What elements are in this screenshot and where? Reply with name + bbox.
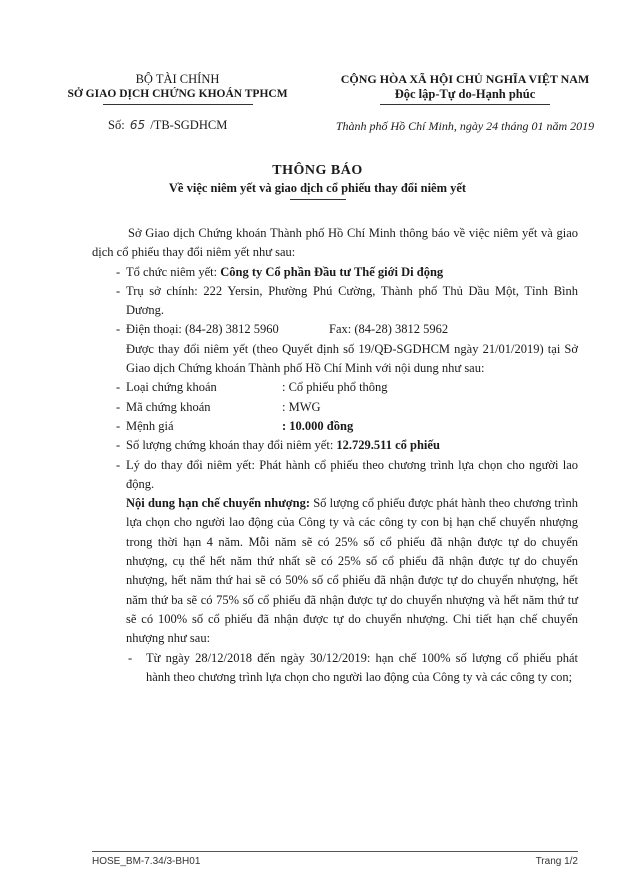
contact-item: - Điện thoại: (84-28) 3812 5960 Fax: (84-28) 3812 5962 <box>116 322 449 337</box>
document-body <box>92 224 578 687</box>
page-number: Trang 1/2 <box>535 856 578 867</box>
doc-number-suffix: /TB-SGDHCM <box>150 118 228 132</box>
restriction-heading: Nội dung hạn chế chuyển nhượng: <box>126 496 310 511</box>
listed-org-value: Công ty Cổ phần Đầu tư Thế giới Di động <box>220 264 444 279</box>
exchange-name: SỞ GIAO DỊCH CHỨNG KHOÁN TPHCM <box>67 88 288 100</box>
issuer-underline <box>103 104 253 105</box>
change-paragraph: Được thay đổi niêm yết (theo Quyết định số 19/QĐ-SGDHCM ngày 21/01/2019) tại Sở Giao dịch Chứng khoán Thành phố Hồ Chí Minh với nội dung như sau: <box>126 341 578 376</box>
quantity-label: Số lượng chứng khoán thay đổi niêm yết: <box>126 438 334 453</box>
document-subtitle: Về việc niêm yết và giao dịch cổ phiếu thay đổi niêm yết <box>168 181 467 195</box>
footer-divider <box>92 851 578 852</box>
fax-text: Fax: (84-28) 3812 5962 <box>329 322 449 337</box>
period-item: - Từ ngày 28/12/2018 đến ngày 30/12/2019: hạn chế 100% số lượng cổ phiếu phát hành theo chương trình lựa chọn cho người lao động của Công ty và các công ty con; <box>128 650 578 684</box>
address-text: Trụ sở chính: 222 Yersin, Phường Phú Cường, Thành phố Thủ Dầu Một, Tỉnh Bình Dương. <box>126 283 578 318</box>
period-text: Từ ngày 28/12/2018 đến ngày 30/12/2019: hạn chế 100% số lượng cổ phiếu phát hành theo chương trình lựa chọn cho người lao động của Công ty và các công ty con; <box>146 650 578 684</box>
national-motto: Độc lập-Tự do-Hạnh phúc <box>394 87 536 101</box>
reason-item: - Lý do thay đổi niêm yết: Phát hành cổ phiếu theo chương trình lựa chọn cho người lao động. <box>116 457 578 491</box>
document-title: THÔNG BÁO <box>272 163 363 178</box>
form-code: HOSE_BM-7.34/3-BH01 <box>92 856 201 867</box>
country-name: CỘNG HÒA XÃ HỘI CHỦ NGHĨA VIỆT NAM <box>340 72 590 86</box>
listed-org-label: Tổ chức niêm yết: <box>126 264 218 279</box>
quantity-item: - Số lượng chứng khoán thay đổi niêm yết: 12.729.511 cổ phiếu <box>116 438 440 453</box>
ministry-name: BỘ TÀI CHÍNH <box>135 72 220 86</box>
motto-underline <box>380 104 550 105</box>
restriction-text: Số lượng cổ phiếu được phát hành theo chương trình lựa chọn cho người lao động của Công ty và các công ty con bị hạn chế chuyển nhượng trong thời hạn 4 năm. Mỗi năm sẽ có 25% số cổ phiếu đã nhận được tự do chuyển nhượng, cụ thể hết năm thứ nhất sẽ có 25% số cổ phiếu đã nhận được tự do chuyển nhượng, hết năm thứ hai sẽ có 50% số cổ phiếu đã nhận được tự do chuyển nhượng, hết năm thứ ba sẽ có 75% số cổ phiếu đã nhận được tự do chuyển nhượng và hết năm thứ tư sẽ có 100% số cổ phiếu đã nhận được tự do chuyển nhượng. Chi tiết hạn chế chuyển nhượng như sau: <box>126 496 579 646</box>
detail-label: Loại chứng khoán <box>126 380 217 395</box>
address-item: - Trụ sở chính: 222 Yersin, Phường Phú Cường, Thành phố Thủ Dầu Một, Tỉnh Bình Dương. <box>116 283 578 318</box>
restriction-paragraph <box>92 494 578 648</box>
intro-paragraph: Sở Giao dịch Chứng khoán Thành phố Hồ Chí Minh thông báo về việc niêm yết và giao dịch cổ phiếu thay đổi niêm yết như sau: <box>92 226 578 260</box>
doc-number-prefix: Số: <box>108 118 125 132</box>
detail-row-ticker: - Mã chứng khoán : MWG <box>92 398 578 417</box>
document-date: Thành phố Hồ Chí Minh, ngày 24 tháng 01 năm 2019 <box>335 119 595 133</box>
phone-text: Điện thoại: (84-28) 3812 5960 <box>126 322 279 337</box>
national-block <box>315 72 615 105</box>
reason-text: Lý do thay đổi niêm yết: Phát hành cổ phiếu theo chương trình lựa chọn cho người lao động. <box>126 457 578 491</box>
detail-value: : MWG <box>282 399 321 414</box>
listed-org-item: - Tổ chức niêm yết: Công ty Cổ phần Đầu tư Thế giới Di động <box>116 264 444 279</box>
detail-row-par-value: - Mệnh giá : 10.000 đồng <box>92 417 578 436</box>
issuer-block <box>55 72 300 105</box>
detail-label: Mệnh giá <box>126 418 174 433</box>
detail-label: Mã chứng khoán <box>126 399 211 414</box>
quantity-value: 12.729.511 cổ phiếu <box>336 438 440 453</box>
document-number <box>108 118 227 133</box>
detail-value: : Cổ phiếu phổ thông <box>282 380 388 395</box>
subtitle-underline <box>290 199 346 200</box>
doc-number-handwritten: 65 <box>129 118 146 132</box>
detail-value: : 10.000 đồng <box>282 418 354 433</box>
detail-row-type: - Loại chứng khoán : Cổ phiếu phổ thông <box>92 378 578 397</box>
